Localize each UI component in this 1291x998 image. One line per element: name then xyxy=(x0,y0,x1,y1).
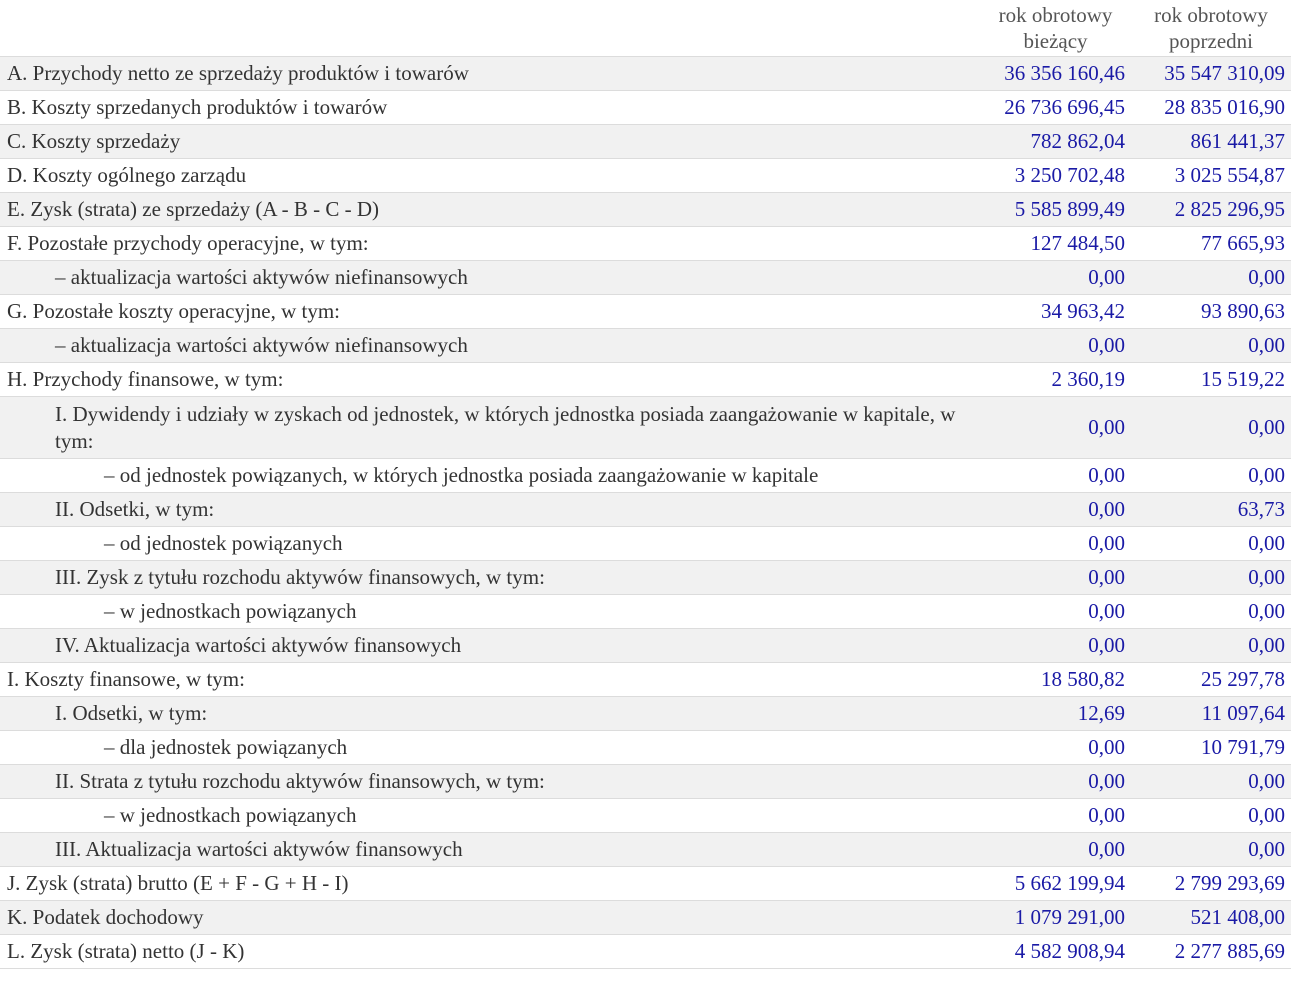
row-label: – dla jednostek powiązanych xyxy=(0,731,980,765)
current-year-value: 0,00 xyxy=(980,765,1131,799)
current-year-value: 2 360,19 xyxy=(980,363,1131,397)
table-row xyxy=(0,397,1291,459)
table-row xyxy=(0,663,1291,697)
row-label: – od jednostek powiązanych, w których jednostka posiada zaangażowanie w kapitale xyxy=(0,459,980,493)
row-label: L. Zysk (strata) netto (J - K) xyxy=(0,935,980,969)
header-label-column xyxy=(0,0,980,57)
previous-year-value: 0,00 xyxy=(1131,629,1291,663)
previous-year-value: 0,00 xyxy=(1131,527,1291,561)
row-label: C. Koszty sprzedaży xyxy=(0,125,980,159)
row-label: I. Koszty finansowe, w tym: xyxy=(0,663,980,697)
previous-year-value: 0,00 xyxy=(1131,397,1291,459)
current-year-value: 0,00 xyxy=(980,459,1131,493)
current-year-value: 5 662 199,94 xyxy=(980,867,1131,901)
table-row xyxy=(0,595,1291,629)
previous-year-value: 0,00 xyxy=(1131,561,1291,595)
previous-year-value: 0,00 xyxy=(1131,833,1291,867)
current-year-value: 3 250 702,48 xyxy=(980,159,1131,193)
current-year-value: 0,00 xyxy=(980,493,1131,527)
previous-year-value: 0,00 xyxy=(1131,765,1291,799)
row-label: B. Koszty sprzedanych produktów i towarów xyxy=(0,91,980,125)
row-label: IV. Aktualizacja wartości aktywów finansowych xyxy=(0,629,980,663)
table-row xyxy=(0,935,1291,969)
table-row xyxy=(0,799,1291,833)
current-year-value: 36 356 160,46 xyxy=(980,57,1131,91)
row-label: – w jednostkach powiązanych xyxy=(0,799,980,833)
current-year-value: 0,00 xyxy=(980,561,1131,595)
table-row xyxy=(0,125,1291,159)
row-label: II. Odsetki, w tym: xyxy=(0,493,980,527)
current-year-value: 34 963,42 xyxy=(980,295,1131,329)
current-year-value: 0,00 xyxy=(980,261,1131,295)
previous-year-value: 28 835 016,90 xyxy=(1131,91,1291,125)
current-year-value: 127 484,50 xyxy=(980,227,1131,261)
previous-year-value: 521 408,00 xyxy=(1131,901,1291,935)
table-row xyxy=(0,159,1291,193)
table-row xyxy=(0,901,1291,935)
current-year-value: 0,00 xyxy=(980,629,1131,663)
table-row xyxy=(0,697,1291,731)
row-label: F. Pozostałe przychody operacyjne, w tym: xyxy=(0,227,980,261)
row-label: III. Aktualizacja wartości aktywów finansowych xyxy=(0,833,980,867)
current-year-value: 0,00 xyxy=(980,595,1131,629)
table-row xyxy=(0,561,1291,595)
current-year-value: 1 079 291,00 xyxy=(980,901,1131,935)
table-row xyxy=(0,459,1291,493)
header-row xyxy=(0,0,1291,57)
current-year-value: 4 582 908,94 xyxy=(980,935,1131,969)
row-label: I. Odsetki, w tym: xyxy=(0,697,980,731)
row-label: H. Przychody finansowe, w tym: xyxy=(0,363,980,397)
row-label: E. Zysk (strata) ze sprzedaży (A - B - C - D) xyxy=(0,193,980,227)
row-label: – w jednostkach powiązanych xyxy=(0,595,980,629)
header-previous-year: rok obrotowy poprzedni xyxy=(1131,0,1291,57)
row-label: III. Zysk z tytułu rozchodu aktywów finansowych, w tym: xyxy=(0,561,980,595)
previous-year-value: 0,00 xyxy=(1131,459,1291,493)
table-row xyxy=(0,493,1291,527)
previous-year-value: 2 277 885,69 xyxy=(1131,935,1291,969)
row-label: II. Strata z tytułu rozchodu aktywów finansowych, w tym: xyxy=(0,765,980,799)
previous-year-value: 35 547 310,09 xyxy=(1131,57,1291,91)
previous-year-value: 11 097,64 xyxy=(1131,697,1291,731)
row-label: K. Podatek dochodowy xyxy=(0,901,980,935)
previous-year-value: 2 799 293,69 xyxy=(1131,867,1291,901)
current-year-value: 782 862,04 xyxy=(980,125,1131,159)
table-row xyxy=(0,329,1291,363)
table-row xyxy=(0,57,1291,91)
current-year-value: 18 580,82 xyxy=(980,663,1131,697)
table-row xyxy=(0,833,1291,867)
previous-year-value: 861 441,37 xyxy=(1131,125,1291,159)
current-year-value: 0,00 xyxy=(980,329,1131,363)
table-body xyxy=(0,57,1291,969)
previous-year-value: 10 791,79 xyxy=(1131,731,1291,765)
previous-year-value: 2 825 296,95 xyxy=(1131,193,1291,227)
table-row xyxy=(0,629,1291,663)
previous-year-value: 0,00 xyxy=(1131,799,1291,833)
current-year-value: 26 736 696,45 xyxy=(980,91,1131,125)
table-row xyxy=(0,227,1291,261)
table-row xyxy=(0,527,1291,561)
previous-year-value: 3 025 554,87 xyxy=(1131,159,1291,193)
row-label: – od jednostek powiązanych xyxy=(0,527,980,561)
table-row xyxy=(0,765,1291,799)
current-year-value: 0,00 xyxy=(980,799,1131,833)
table-row xyxy=(0,363,1291,397)
previous-year-value: 0,00 xyxy=(1131,595,1291,629)
previous-year-value: 77 665,93 xyxy=(1131,227,1291,261)
table-row xyxy=(0,295,1291,329)
header-current-year: rok obrotowy bieżący xyxy=(980,0,1131,57)
current-year-value: 0,00 xyxy=(980,527,1131,561)
previous-year-value: 15 519,22 xyxy=(1131,363,1291,397)
previous-year-value: 25 297,78 xyxy=(1131,663,1291,697)
current-year-value: 0,00 xyxy=(980,833,1131,867)
table-header xyxy=(0,0,1291,57)
current-year-value: 12,69 xyxy=(980,697,1131,731)
current-year-value: 0,00 xyxy=(980,731,1131,765)
previous-year-value: 93 890,63 xyxy=(1131,295,1291,329)
row-label: I. Dywidendy i udziały w zyskach od jednostek, w których jednostka posiada zaangażowanie w kapitale, w tym: xyxy=(0,397,980,459)
table-row xyxy=(0,867,1291,901)
table-row xyxy=(0,731,1291,765)
previous-year-value: 63,73 xyxy=(1131,493,1291,527)
previous-year-value: 0,00 xyxy=(1131,261,1291,295)
current-year-value: 5 585 899,49 xyxy=(980,193,1131,227)
row-label: – aktualizacja wartości aktywów niefinansowych xyxy=(0,329,980,363)
row-label: J. Zysk (strata) brutto (E + F - G + H - I) xyxy=(0,867,980,901)
table-row xyxy=(0,261,1291,295)
table-row xyxy=(0,91,1291,125)
row-label: – aktualizacja wartości aktywów niefinansowych xyxy=(0,261,980,295)
row-label: A. Przychody netto ze sprzedaży produktów i towarów xyxy=(0,57,980,91)
current-year-value: 0,00 xyxy=(980,397,1131,459)
table-row xyxy=(0,193,1291,227)
row-label: D. Koszty ogólnego zarządu xyxy=(0,159,980,193)
row-label: G. Pozostałe koszty operacyjne, w tym: xyxy=(0,295,980,329)
previous-year-value: 0,00 xyxy=(1131,329,1291,363)
